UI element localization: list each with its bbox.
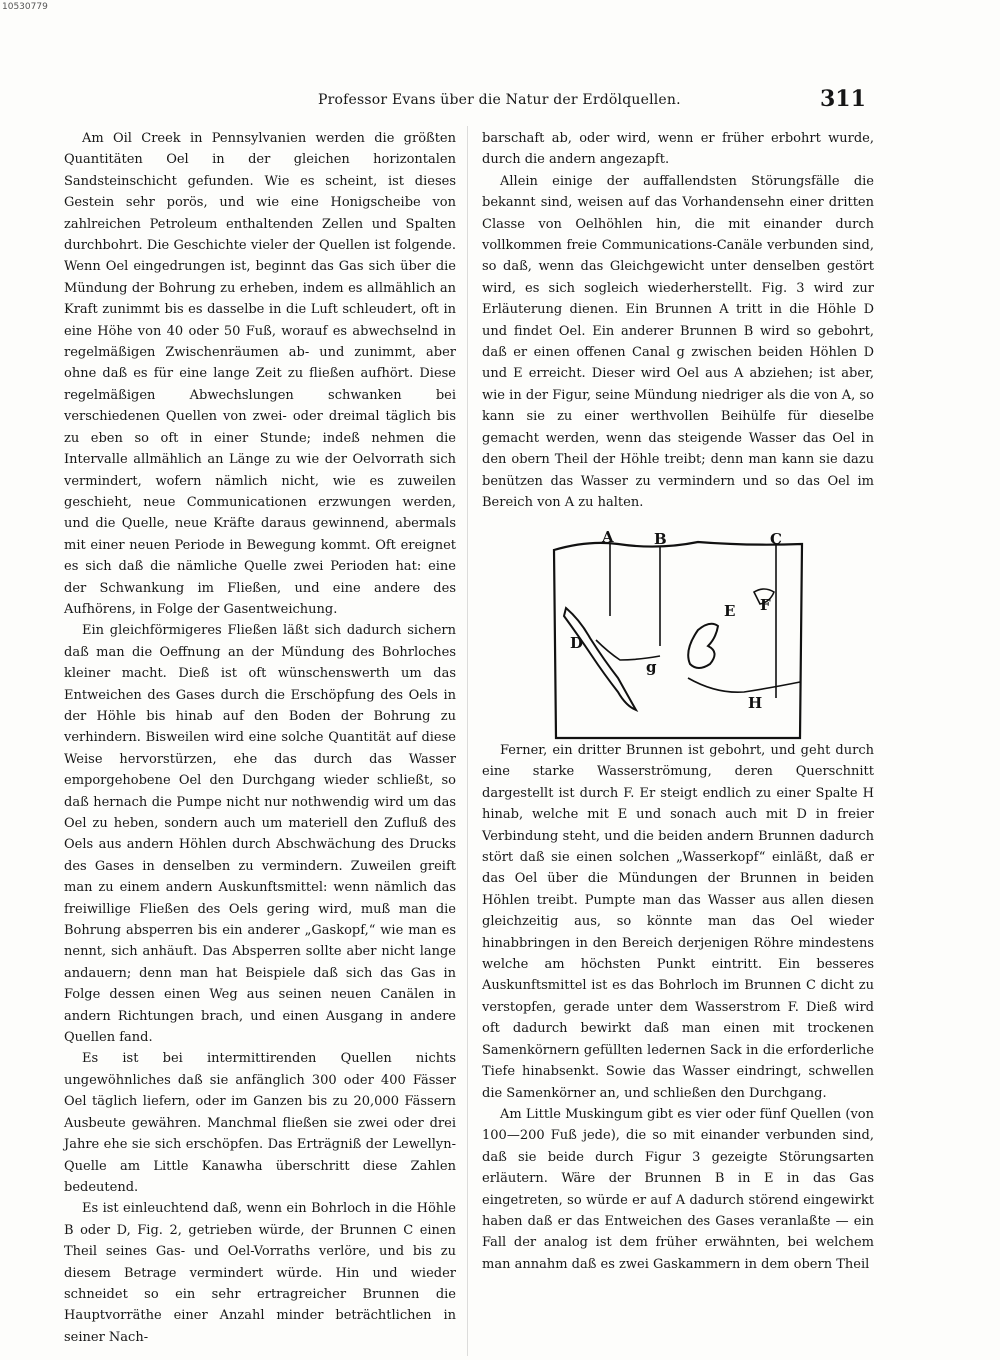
right-column-top: [482, 128, 874, 513]
column-divider: [467, 126, 468, 1356]
cavity-d: [564, 608, 636, 710]
paragraph: Am Oil Creek in Pennsylvanien werden die größten Quantitäten Oel in der gleichen horizontalen Sandsteinschicht gefunden. Wie es scheint, ist dieses Gestein sehr porös, und wie eine Honigscheibe von zahlreichen Petroleum enthaltenden Zellen und Spalten durchbohrt. Die Geschichte vieler der Quellen ist folgende. Wenn Oel eingedrungen ist, beginnt das Gas sich über die Mündung der Bohrung zu erheben, indem es allmählich an Kraft zunimmt bis es dasselbe in die Luft schleudert, oft in eine Höhe von 40 oder 50 Fuß, worauf es abwechselnd in regelmäßigen Zwischenräumen ab- und zunimmt, aber ohne daß es für eine lange Zeit zu fließen aufhört. Diese regelmäßigen Abwechslungen schwanken bei verschiedenen Quellen von zwei- oder dreimal täglich bis zu eben so oft in einer Stunde; indeß nehmen die Intervalle allmählich an Länge zu wie der Oelvorrath sich vermindert, wofern nämlich nicht, wie es zuweilen geschieht, neue Communicationen erzwungen werden, und die Quelle, neue Kräfte daraus gewinnend, abermals mit einer neuen Periode in Bewegung kommt. Oft ereignet es sich daß die nämliche Quelle zwei Perioden hat: eine der Schwankung im Fließen, und eine andere des Aufhörens, in Folge der Gasentweichung.: [64, 131, 456, 617]
running-head: Professor Evans über die Natur der Erdölquellen.: [318, 92, 681, 108]
paragraph: Es ist einleuchtend daß, wenn ein Bohrloch in die Höhle B oder D, Fig. 2, getrieben würde, der Brunnen C einen Theil seines Gas- und Oel-Vorraths verlöre, und bis zu diesem Betrage vermindert würde. Hin und wieder schneidet so ein sehr ertragreicher Brunnen die Hauptvorräthe einer Anzahl minder beträchtlichen in seiner Nach-: [64, 1201, 456, 1345]
paragraph: Ein gleichförmigeres Fließen läßt sich dadurch sichern daß man die Oeffnung an der Mündung des Bohrloches kleiner macht. Dieß ist oft wünschenswerth um das Entweichen des Gases durch die Erschöpfung des Oels in der Höhle bis hinab auf den Boden der Bohrung zu verhindern. Bisweilen wird eine solche Quantität auf diese Weise hervorstürzen, ehe das durch das Wasser emporgehobene Oel den Durchgang wieder schließt, so daß hernach die Pumpe nicht nur nothwendig wird um das Oel zu heben, sondern auch um materiell den Zufluß des Oels aus andern Höhlen durch Abschwächung des Drucks des Gases in denselben zu vermindern. Zuweilen greift man zu einem andern Auskunftsmittel: wenn nämlich das freiwillige Fließen des Oels gering wird, muß man die Bohrung absperren bis ein anderer „Gaskopf,“ wie man es nennt, sich anhäuft. Das Absperren sollte aber nicht lange andauern; denn man hat Beispiele daß sich das Gas in Folge dessen einen Weg aus seinen neuen Canälen in andern Richtungen brach, und einen Ausgang in andere Quellen fand.: [64, 623, 456, 1046]
paragraph: Es ist bei intermittirenden Quellen nichts ungewöhnliches daß sie anfänglich 300 oder 400 Fässer Oel täglich liefern, oder im Ganzen bis zu 20,000 Fässern Ausbeute gewähren. Manchmal fließen sie zwei oder drei Jahre ehe sie sich erschöpfen. Das Erträgniß der Lewellyn-Quelle am Little Kanawha überschritt diese Zahlen bedeutend.: [64, 1051, 456, 1195]
cavity-e: [688, 624, 718, 668]
label-c: C: [770, 530, 782, 548]
page-number: 311: [820, 86, 866, 112]
label-h: H: [748, 694, 763, 712]
well-cross-section: [548, 528, 806, 742]
channel-g: [596, 640, 660, 660]
archive-stamp: 10530779: [2, 2, 48, 12]
paragraph: Allein einige der auffallendsten Störungsfälle die bekannt sind, weisen auf das Vorhandensehn einer dritten Classe von Oelhöhlen hin, die mit einander durch vollkommen freie Communications-Canäle verbunden sind, so daß, wenn das Gleichgewicht unter denselben gestört wird, es sich sogleich wiederherstellt. Fig. 3 wird zur Erläuterung dienen. Ein Brunnen A tritt in die Höhle D und findet Oel. Ein anderer Brunnen B wird so gebohrt, daß er einen offenen Canal g zwischen beiden Höhlen D und E erreicht. Dieser wird Oel aus A abziehen; ist aber, wie in der Figur, seine Mündung niedriger als die von A, so kann sie zu einer werthvollen Beihülfe für dieselbe gemacht werden, wenn das steigende Wasser das Oel in den obern Theil der Höhle treibt; denn man kann sie dazu benützen das Wasser zu vermindern und so das Oel im Bereich von A zu halten.: [482, 173, 874, 510]
left-column: [64, 128, 456, 1348]
label-b: B: [654, 530, 667, 548]
paragraph: Ferner, ein dritter Brunnen ist gebohrt, und geht durch eine starke Wasserströmung, deren Querschnitt dargestellt ist durch F. Er steigt endlich zu einer Spalte H hinab, welche mit E und sonach auch mit D in freier Verbindung steht, und die beiden andern Brunnen dadurch stört daß sie einen solchen „Wasserkopf“ einläßt, daß er das Oel über die Mündungen der Brunnen in beiden Höhlen treibt. Pumpte man das Wasser aus allen diesen gleichzeitig aus, so könnte man das Oel wieder hinabbringen in den Bereich derjenigen Röhre mindestens welche am höchsten Punkt eintritt. Ein besseres Auskunftsmittel ist es das Bohrloch im Brunnen C dicht zu verstopfen, gerade unter dem Wasserstrom F. Dieß wird oft dadurch bewirkt daß man einen mit trockenen Samenkörnern gefüllten ledernen Sack in die erforderliche Tiefe hinabsenkt. Sowie das Wasser eindringt, schwellen die Samenkörner an, und schließen den Durchgang.: [482, 743, 874, 1101]
label-a: A: [602, 528, 614, 546]
paragraph: Am Little Muskingum gibt es vier oder fünf Quellen (von 100—200 Fuß jede), die so mit einander verbunden sind, daß sie beide durch Figur 3 gezeigte Störungsarten erläutern. Wäre der Brunnen B in E in das Gas eingetreten, so würde er auf A dadurch störend eingewirkt haben daß er das Entweichen des Gases veranlaßte — ein Fall der analog ist dem früher erwähnten, bei welchem man annahm daß es zwei Gaskammern in dem obern Theil: [482, 1106, 874, 1272]
figure-3-diagram: [548, 528, 806, 742]
label-f: F: [760, 596, 771, 614]
label-d: D: [570, 634, 584, 652]
right-column-bottom: [482, 740, 874, 1275]
label-e: E: [724, 602, 736, 620]
paragraph: barschaft ab, oder wird, wenn er früher erbohrt wurde, durch die andern angezapft.: [482, 131, 874, 168]
fissure-h: [688, 678, 800, 692]
label-g: g: [646, 658, 657, 676]
